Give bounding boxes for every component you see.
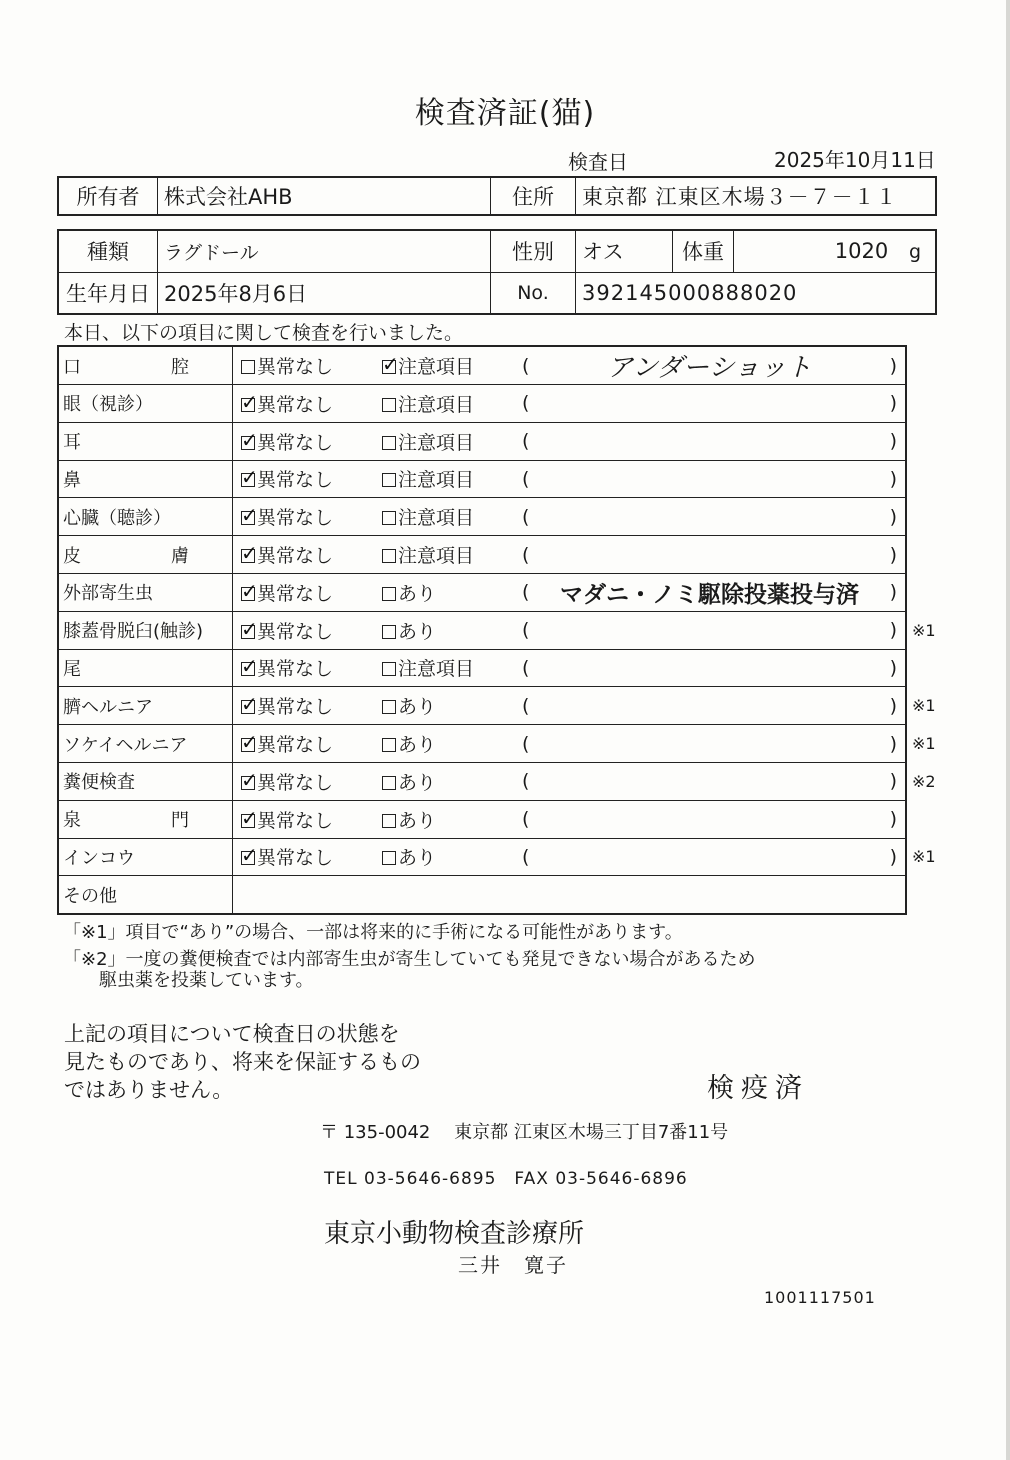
close-paren: ) <box>889 467 897 490</box>
open-paren: ( <box>522 467 530 490</box>
remarks-cell <box>512 838 906 876</box>
close-paren: ) <box>889 543 897 566</box>
inspection-row <box>58 762 906 800</box>
inspection-item-label: 皮 膚 <box>63 545 189 567</box>
finding-option <box>374 687 512 725</box>
no-abnormality-option <box>233 422 375 460</box>
remarks-text: マダニ・ノミ駆除投薬投与済 <box>560 581 859 608</box>
no-abnormality-label: 異常なし <box>257 469 334 492</box>
checkbox-no-abnormality <box>241 389 258 414</box>
open-paren: ( <box>522 430 530 453</box>
finding-label: あり <box>398 620 437 643</box>
checkbox-finding <box>382 587 396 601</box>
weight-unit: g <box>908 241 921 264</box>
checkbox-no-abnormality <box>241 427 258 452</box>
close-paren: ) <box>889 430 897 453</box>
veterinarian-name: 三井 寛子 <box>458 1253 568 1277</box>
remarks-cell <box>512 460 906 498</box>
remarks-cell <box>512 346 906 385</box>
inspection-row <box>58 422 906 460</box>
inspection-table <box>57 345 907 915</box>
open-paren: ( <box>522 808 530 831</box>
close-paren: ) <box>889 354 897 377</box>
inspection-item-name <box>58 687 233 725</box>
close-paren: ) <box>889 656 897 679</box>
checkbox-no-abnormality <box>241 730 258 755</box>
finding-label: 注意項目 <box>398 469 475 492</box>
inspection-item-name <box>58 800 233 838</box>
inspection-item-name <box>58 385 233 423</box>
inspection-row <box>58 460 906 498</box>
inspection-item-name <box>58 649 233 687</box>
disclaimer-line: 見たものであり、将来を保証するもの <box>64 1050 421 1074</box>
inspection-row <box>58 346 906 385</box>
owner-table <box>57 176 937 216</box>
checkbox-no-abnormality <box>241 541 258 566</box>
no-abnormality-option <box>233 611 375 649</box>
check-mark-icon: ✓ <box>241 503 258 528</box>
inspection-row <box>58 838 906 876</box>
inspection-row <box>58 385 906 423</box>
note-3: 駆虫薬を投薬しています。 <box>63 970 314 991</box>
inspection-item-name <box>58 422 233 460</box>
finding-option <box>374 762 512 800</box>
inspection-item-name <box>58 573 233 611</box>
finding-option <box>374 498 512 536</box>
address-label: 住所 <box>491 177 576 215</box>
remarks-text: アンダーショット <box>607 353 812 383</box>
inspection-item-name <box>58 762 233 800</box>
close-paren: ) <box>889 581 897 604</box>
clinic-name: 東京小動物検査診療所 <box>324 1219 585 1249</box>
check-mark-icon: ✓ <box>241 767 258 792</box>
finding-option <box>374 536 512 574</box>
finding-label: 注意項目 <box>398 356 475 378</box>
inspection-item-name <box>58 611 233 649</box>
check-mark-icon: ✓ <box>241 541 258 566</box>
animal-info-table <box>57 229 937 315</box>
remarks-cell <box>512 498 906 536</box>
inspection-item-name <box>58 838 233 876</box>
check-mark-icon: ✓ <box>241 465 258 490</box>
finding-label: あり <box>398 582 437 605</box>
no-abnormality-option <box>233 573 375 611</box>
checkbox-no-abnormality <box>241 805 258 830</box>
inspection-item-name <box>58 536 233 574</box>
inspection-item-label: 心臓（聴診） <box>63 507 171 529</box>
no-abnormality-option <box>233 460 375 498</box>
checkbox-finding <box>382 776 396 790</box>
finding-label: あり <box>398 847 437 870</box>
footnote-mark: ※1 <box>912 734 936 753</box>
open-paren: ( <box>522 694 530 717</box>
check-mark-icon: ✓ <box>382 352 399 376</box>
weight-cell <box>734 230 937 272</box>
remarks-cell <box>512 611 906 649</box>
sex-label: 性別 <box>491 230 576 272</box>
finding-label: あり <box>398 809 437 832</box>
checkbox-no-abnormality <box>241 360 255 374</box>
checkbox-finding <box>382 549 396 563</box>
no-abnormality-option <box>233 649 375 687</box>
remarks-cell <box>512 725 906 763</box>
intro-text: 本日、以下の項目に関して検査を行いました。 <box>64 322 464 344</box>
clinic-contact: TEL 03-5646-6895 FAX 03-5646-6896 <box>324 1169 688 1189</box>
no-abnormality-option <box>233 838 375 876</box>
close-paren: ) <box>889 619 897 642</box>
finding-option <box>374 573 512 611</box>
checkbox-finding <box>382 738 396 752</box>
inspection-item-label: 糞便検査 <box>63 772 135 794</box>
inspection-row <box>58 725 906 763</box>
inspection-row <box>58 611 906 649</box>
checkbox-no-abnormality <box>241 465 258 490</box>
no-abnormality-option <box>233 536 375 574</box>
finding-label: 注意項目 <box>398 393 475 416</box>
checkbox-finding <box>382 851 396 865</box>
no-abnormality-option <box>233 762 375 800</box>
exam-date-value: 2025年10月11日 <box>774 148 936 172</box>
finding-option <box>374 460 512 498</box>
finding-label: 注意項目 <box>398 545 475 568</box>
check-mark-icon: ✓ <box>241 843 258 868</box>
inspection-row <box>58 536 906 574</box>
owner-value: 株式会社AHB <box>158 177 491 215</box>
check-mark-icon: ✓ <box>241 578 258 603</box>
no-abnormality-option <box>233 385 375 423</box>
page-edge <box>1006 0 1010 1460</box>
inspection-item-label: 鼻 <box>63 469 81 491</box>
disclaimer-line: ではありません。 <box>64 1078 234 1102</box>
remarks-cell <box>512 573 906 611</box>
checkbox-finding <box>382 625 396 639</box>
checkbox-no-abnormality <box>241 578 258 603</box>
finding-label: あり <box>398 696 437 719</box>
no-abnormality-label: 異常なし <box>257 809 334 832</box>
checkbox-no-abnormality <box>241 843 258 868</box>
checkbox-no-abnormality <box>241 503 258 528</box>
checkbox-finding <box>382 398 396 412</box>
remarks-cell <box>512 687 906 725</box>
finding-option <box>374 346 512 385</box>
inspection-item-name <box>58 498 233 536</box>
checkbox-finding <box>382 662 396 676</box>
finding-option <box>374 800 512 838</box>
check-mark-icon: ✓ <box>241 730 258 755</box>
finding-label: あり <box>398 771 437 794</box>
inspection-row <box>58 573 906 611</box>
checkbox-no-abnormality <box>241 767 258 792</box>
remarks-cell <box>512 762 906 800</box>
check-mark-icon: ✓ <box>241 654 258 679</box>
inspection-row <box>58 498 906 536</box>
other-label-text: その他 <box>63 885 117 907</box>
footnote-mark: ※2 <box>912 771 936 791</box>
open-paren: ( <box>522 392 530 415</box>
open-paren: ( <box>522 845 530 868</box>
no-abnormality-label: 異常なし <box>257 582 334 605</box>
checkbox-no-abnormality <box>241 654 258 679</box>
address-value: 東京都 江東区木場３－７－１１ <box>576 177 937 215</box>
checkbox-finding <box>382 511 396 525</box>
footnote-mark: ※1 <box>912 696 936 716</box>
no-abnormality-label: 異常なし <box>257 696 334 719</box>
no-abnormality-option <box>233 687 375 725</box>
inspection-item-label: インコウ <box>63 847 135 869</box>
finding-option <box>374 422 512 460</box>
inspection-row <box>58 687 906 725</box>
inspection-row <box>58 649 906 687</box>
quarantine-stamp: 検疫済 <box>707 1073 809 1104</box>
inspection-item-label: 臍ヘルニア <box>63 696 153 718</box>
no-abnormality-option <box>233 346 375 385</box>
remarks-cell <box>512 385 906 423</box>
open-paren: ( <box>522 354 530 377</box>
inspection-row <box>58 800 906 838</box>
no-value: 392145000888020 <box>576 272 937 314</box>
open-paren: ( <box>522 770 530 793</box>
remarks-cell <box>512 536 906 574</box>
check-mark-icon: ✓ <box>241 389 258 414</box>
no-abnormality-label: 異常なし <box>257 356 334 378</box>
checkbox-finding <box>382 352 399 376</box>
no-abnormality-option <box>233 725 375 763</box>
close-paren: ) <box>889 732 897 755</box>
close-paren: ) <box>889 694 897 717</box>
document-title: 検査済証(猫) <box>414 96 596 131</box>
no-abnormality-label: 異常なし <box>257 507 334 530</box>
weight-value: 1020 <box>834 239 889 264</box>
no-abnormality-label: 異常なし <box>257 431 334 454</box>
note-1: 「※1」項目で“あり”の場合、一部は将来的に手術になる可能性があります。 <box>63 922 683 943</box>
open-paren: ( <box>522 505 530 528</box>
inspection-item-label: 外部寄生虫 <box>63 583 153 605</box>
remarks-cell <box>512 422 906 460</box>
checkbox-finding <box>382 700 396 714</box>
no-abnormality-option <box>233 800 375 838</box>
sex-value: オス <box>576 230 673 272</box>
close-paren: ) <box>889 808 897 831</box>
close-paren: ) <box>889 505 897 528</box>
serial-number: 1001117501 <box>764 1288 876 1307</box>
finding-label: 注意項目 <box>398 507 475 530</box>
no-abnormality-label: 異常なし <box>257 620 334 643</box>
disclaimer <box>64 1020 421 1104</box>
open-paren: ( <box>522 656 530 679</box>
check-mark-icon: ✓ <box>241 805 258 830</box>
inspection-item-label: 泉 門 <box>63 810 189 832</box>
no-abnormality-label: 異常なし <box>257 393 334 416</box>
finding-option <box>374 838 512 876</box>
check-mark-icon: ✓ <box>241 616 258 641</box>
no-abnormality-label: 異常なし <box>257 734 334 757</box>
inspection-item-label: ソケイヘルニア <box>63 734 188 756</box>
close-paren: ) <box>889 770 897 793</box>
weight-label: 体重 <box>673 230 734 272</box>
checkbox-finding <box>382 473 396 487</box>
finding-label: 注意項目 <box>398 658 475 681</box>
footnote-mark: ※1 <box>912 847 936 867</box>
no-abnormality-option <box>233 498 375 536</box>
breed-value: ラグドール <box>158 230 491 272</box>
checkbox-no-abnormality <box>241 692 258 717</box>
check-mark-icon: ✓ <box>241 692 258 717</box>
checkbox-no-abnormality <box>241 616 258 641</box>
checkbox-finding <box>382 814 396 828</box>
close-paren: ) <box>889 845 897 868</box>
no-abnormality-label: 異常なし <box>257 771 334 794</box>
remarks-cell <box>512 649 906 687</box>
checkbox-finding <box>382 436 396 450</box>
other-label <box>58 876 233 914</box>
remarks-cell <box>512 800 906 838</box>
no-abnormality-label: 異常なし <box>257 847 334 870</box>
clinic-address: 〒 135-0042 東京都 江東区木場三丁目7番11号 <box>320 1122 729 1143</box>
finding-option <box>374 725 512 763</box>
inspection-item-label: 眼（視診） <box>63 394 153 416</box>
exam-date-label: 検査日 <box>568 150 628 174</box>
finding-label: あり <box>398 734 437 757</box>
open-paren: ( <box>522 732 530 755</box>
open-paren: ( <box>522 543 530 566</box>
finding-option <box>374 385 512 423</box>
inspection-item-name <box>58 346 233 385</box>
owner-label: 所有者 <box>58 177 158 215</box>
breed-label: 種類 <box>58 230 158 272</box>
no-abnormality-label: 異常なし <box>257 658 334 681</box>
inspection-item-label: 尾 <box>63 658 81 680</box>
birth-label: 生年月日 <box>58 272 158 314</box>
check-mark-icon: ✓ <box>241 427 258 452</box>
no-abnormality-label: 異常なし <box>257 545 334 568</box>
finding-option <box>374 649 512 687</box>
no-label: No. <box>491 272 576 314</box>
inspection-item-name <box>58 460 233 498</box>
finding-option <box>374 611 512 649</box>
footnote-mark: ※1 <box>912 620 936 640</box>
inspection-item-label: 膝蓋骨脱臼(触診) <box>63 621 204 643</box>
inspection-item-label: 口 腔 <box>63 356 189 378</box>
open-paren: ( <box>522 619 530 642</box>
other-value <box>233 876 907 914</box>
birth-value: 2025年8月6日 <box>158 272 491 314</box>
inspection-item-label: 耳 <box>63 432 81 454</box>
close-paren: ) <box>889 392 897 415</box>
disclaimer-line: 上記の項目について検査日の状態を <box>64 1022 400 1046</box>
inspection-item-name <box>58 725 233 763</box>
note-2: 「※2」一度の糞便検査では内部寄生虫が寄生していても発見できない場合があるため <box>63 949 756 970</box>
finding-label: 注意項目 <box>398 431 475 454</box>
open-paren: ( <box>522 581 530 604</box>
